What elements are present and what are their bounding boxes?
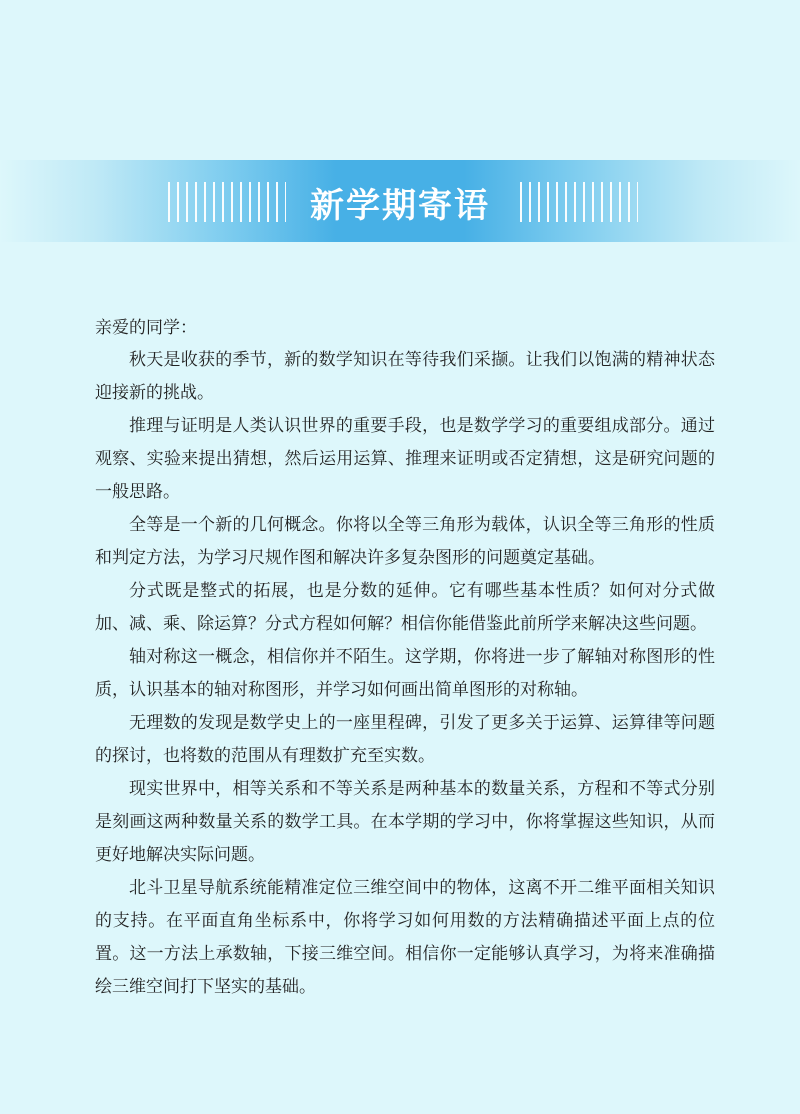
paragraph: 秋天是收获的季节，新的数学知识在等待我们采撷。让我们以饱满的精神状态迎接新的挑战。 xyxy=(95,350,715,403)
paragraph: 分式既是整式的拓展，也是分数的延伸。它有哪些基本性质？如何对分式做加、减、乘、除运算？分式方程如何解？相信你能借鉴此前所学来解决这些问题。 xyxy=(95,581,715,634)
paragraph: 推理与证明是人类认识世界的重要手段，也是数学学习的重要组成部分。通过观察、实验来提出猜想，然后运用运算、推理来证明或否定猜想，这是研究问题的一般思路。 xyxy=(95,416,715,502)
paragraph: 无理数的发现是数学史上的一座里程碑，引发了更多关于运算、运算律等问题的探讨，也将数的范围从有理数扩充至实数。 xyxy=(95,713,715,766)
page-title: 新学期寄语 xyxy=(310,186,490,226)
paragraph: 现实世界中，相等关系和不等关系是两种基本的数量关系，方程和不等式分别是刻画这两种数量关系的数学工具。在本学期的学习中，你将掌握这些知识，从而更好地解决实际问题。 xyxy=(95,779,715,865)
greeting: 亲爱的同学： xyxy=(95,318,197,338)
paragraph: 轴对称这一概念，相信你并不陌生。这学期，你将进一步了解轴对称图形的性质，认识基本的轴对称图形，并学习如何画出简单图形的对称轴。 xyxy=(95,647,715,700)
paragraph: 全等是一个新的几何概念。你将以全等三角形为载体，认识全等三角形的性质和判定方法，为学习尺规作图和解决许多复杂图形的问题奠定基础。 xyxy=(95,515,715,568)
title-banner xyxy=(0,160,800,242)
letter-body xyxy=(95,312,715,1004)
paragraph: 北斗卫星导航系统能精准定位三维空间中的物体，这离不开二维平面相关知识的支持。在平面直角坐标系中，你将学习如何用数的方法精确描述平面上点的位置。这一方法上承数轴，下接三维空间。相信你一定能够认真学习，为将来准确描绘三维空间打下坚实的基础。 xyxy=(95,878,715,997)
